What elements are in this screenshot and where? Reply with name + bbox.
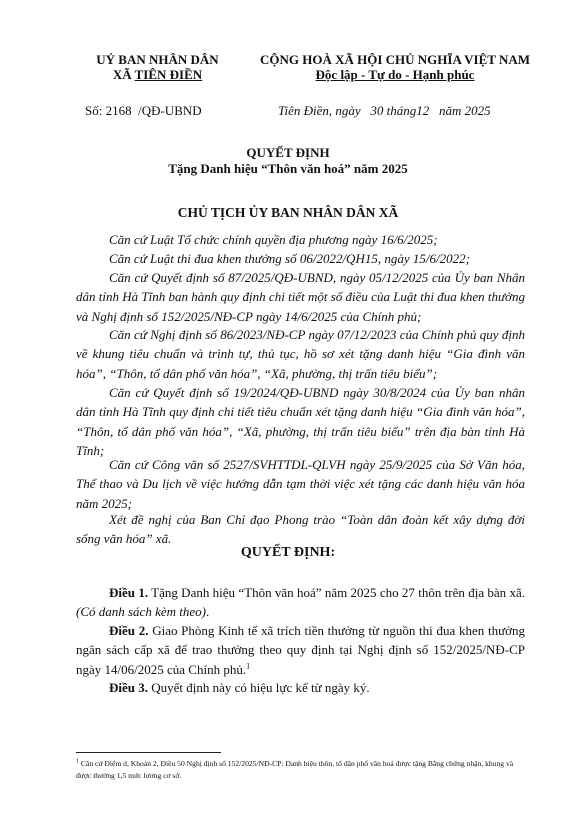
document-number: Số: 2168 /QĐ-UBND: [85, 103, 202, 118]
legal-basis: Căn cứ Luật thi đua khen thưởng số 06/2022/QH15, ngày 15/6/2022;: [109, 251, 470, 266]
legal-basis: Căn cứ Quyết định số 87/2025/QĐ-UBND, ngày 05/12/2025 của Ủy ban Nhân dân tỉnh Hà Tĩnh ban hành quy định chi tiết một số điều của Luật thi đua khen thưởng và Nghị định số 152/2025/NĐ-CP ngày 14/6/2025 của Chính phủ;: [76, 270, 525, 324]
agency-name: UỶ BAN NHÂN DÂN: [96, 52, 219, 67]
footnote-ref: 1: [246, 661, 251, 671]
legal-basis: Căn cứ Quyết định số 19/2024/QĐ-UBND ngày 30/8/2024 của Ủy ban nhân dân tỉnh Hà Tĩnh quy định chi tiết tiêu chuẩn xét tặng danh hiệu “Gia đình văn hóa”, “Thôn, tổ dân phố văn hóa”, “Xã, phường, thị trấn tiêu biểu” trên địa bàn tỉnh Hà Tĩnh;: [76, 385, 525, 458]
issuing-authority: CHỦ TỊCH ỦY BAN NHÂN DÂN XÃ: [177, 205, 399, 220]
commune-name: XÃ TIÊN ĐIỀN: [112, 67, 203, 82]
article-3: Điều 3. Quyết định này có hiệu lực kể từ ngày ký.: [109, 680, 370, 695]
national-title: CỘNG HOÀ XÃ HỘI CHỦ NGHĨA VIỆT NAM: [259, 52, 531, 67]
decision-heading: QUYẾT ĐỊNH:: [240, 545, 336, 560]
document-subtitle: Tặng Danh hiệu “Thôn văn hoá” năm 2025: [168, 161, 408, 176]
article-2: Điều 2. Giao Phòng Kinh tế xã trích tiền thưởng từ nguồn thi đua khen thưởng ngân sách cấp xã để trao thưởng theo quy định tại Nghị định số 152/2025/NĐ-CP ngày 14/06/2025 của Chính phủ.$^1$: [76, 623, 525, 677]
document-title: QUYẾT ĐỊNH: [246, 145, 330, 160]
footnote: $^1$ Căn cứ Điểm d, Khoản 2, Điều 50 Nghị định số 152/2025/NĐ-CP: Danh hiệu thôn, tổ dân phố văn hoá được tặng Bằng chứng nhận, khung và được thưởng 1,5 mức lương cơ sở.: [76, 758, 514, 780]
footnote-separator: [76, 752, 221, 753]
legal-basis: Căn cứ Công văn số 2527/SVHTTDL-QLVH ngày 25/9/2025 của Sở Văn hóa, Thể thao và Du lịch về việc hướng dẫn tạm thời việc xét tặng các danh hiệu văn hóa năm 2025;: [76, 457, 525, 511]
national-motto: Độc lập - Tự do - Hạnh phúc: [315, 67, 475, 82]
place-date: Tiên Điền, ngày 30 tháng12 năm 2025: [278, 103, 491, 118]
legal-basis: Căn cứ Nghị định số 86/2023/NĐ-CP ngày 07/12/2023 của Chính phủ quy định về khung tiêu chuẩn và trình tự, thủ tục, hồ sơ xét tặng danh hiệu “Gia đình văn hóa”, “Thôn, tổ dân phố văn hóa”, “Xã, phường, thị trấn tiêu biểu”;: [76, 327, 525, 381]
legal-basis: Xét đề nghị của Ban Chỉ đạo Phong trào “Toàn dân đoàn kết xây dựng đời sống văn hóa” xã.: [76, 512, 525, 547]
legal-basis: Căn cứ Luật Tổ chức chính quyền địa phương ngày 16/6/2025;: [109, 232, 438, 247]
article-1: Điều 1. Tặng Danh hiệu “Thôn văn hoá” năm 2025 cho 27 thôn trên địa bàn xã. (Có danh sách kèm theo).: [76, 585, 526, 620]
